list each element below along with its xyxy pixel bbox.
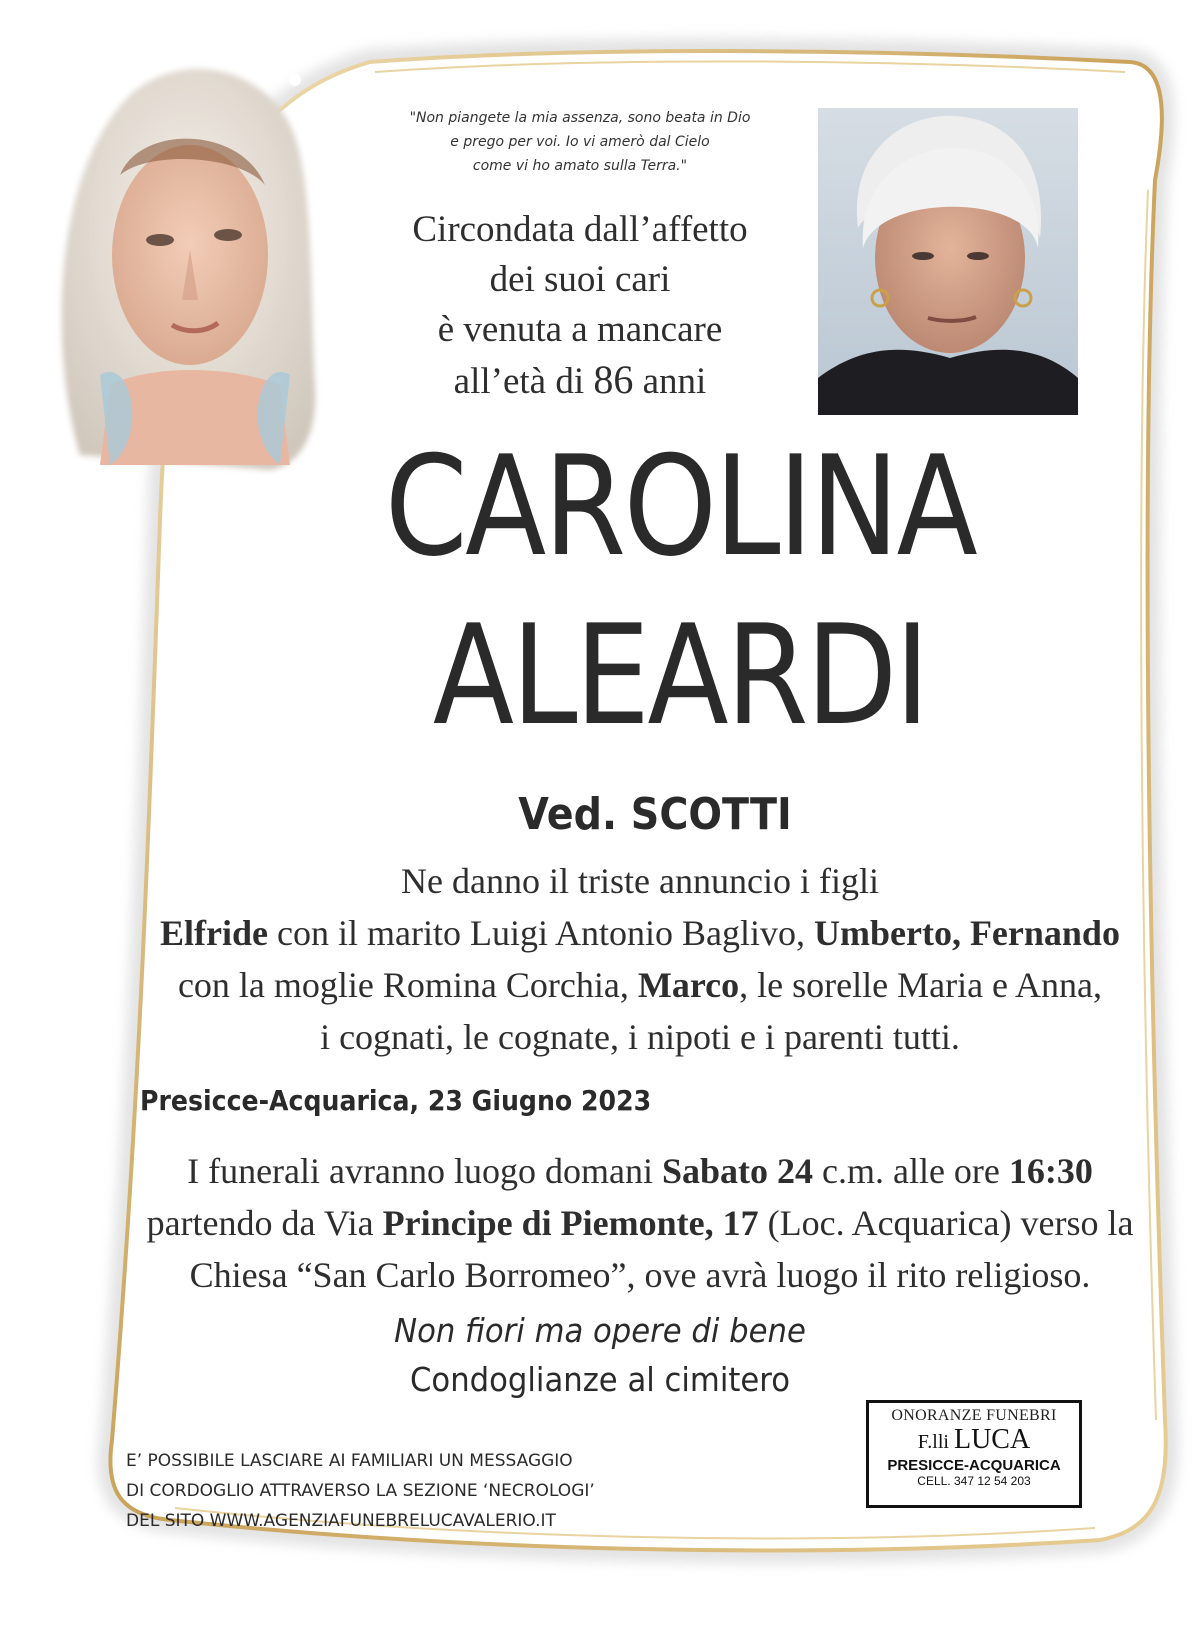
quote-line: come vi ho amato sulla Terra.": [472, 158, 688, 174]
age-suffix: anni: [633, 361, 707, 402]
website-note-line: E’ POSSIBILE LASCIARE AI FAMILIARI UN MESSAGGIO: [126, 1451, 573, 1471]
agency-prefix: F.lli: [917, 1431, 954, 1453]
quote-text: [390, 106, 770, 178]
announcement: [140, 855, 1140, 1063]
funeral-line: [135, 1197, 1145, 1249]
website-note: [126, 1446, 595, 1536]
announcement-text: con la moglie Romina Corchia,: [177, 965, 638, 1005]
agency-location: PRESICCE-ACQUARICA: [887, 1457, 1061, 1474]
portrait-image: [818, 108, 1078, 415]
child-name: Umberto, Fernando: [813, 913, 1120, 953]
agency-title: ONORANZE FUNEBRI: [891, 1407, 1057, 1424]
intro-line-age: [360, 355, 800, 407]
announcement-line: [140, 907, 1140, 959]
funeral-line: Chiesa “San Carlo Borromeo”, ove avrà luogo il rito religioso.: [189, 1255, 1091, 1295]
agency-name: [869, 1425, 1079, 1457]
place-date: Presicce-Acquarica, 23 Giugno 2023: [140, 1084, 652, 1117]
funeral-address: Principe di Piemonte, 17: [382, 1203, 759, 1243]
funeral-agency-box: [866, 1400, 1082, 1508]
funeral-text: partendo da Via: [146, 1203, 383, 1243]
announcement-line: Ne danno il triste annuncio i figli: [401, 861, 879, 901]
funeral-time: 16:30: [1008, 1151, 1093, 1191]
deceased-last-name: ALEARDI: [432, 595, 928, 756]
announcement-line: [140, 959, 1140, 1011]
quote-line: e prego per voi. Io vi amerò dal Cielo: [450, 134, 710, 150]
website-note-line: DI CORDOGLIO ATTRAVERSO LA SEZIONE ‘NECROLOGI’: [126, 1481, 595, 1501]
agency-brand: LUCA: [953, 1424, 1031, 1455]
intro-text: [360, 205, 800, 407]
madonna-image: [40, 55, 330, 475]
deceased-first-name: CAROLINA: [384, 426, 976, 587]
announcement-text: , le sorelle Maria e Anna,: [739, 965, 1103, 1005]
age-value: 86: [593, 357, 634, 402]
child-name: Elfride: [160, 913, 269, 953]
funeral-text: c.m. alle ore: [812, 1151, 1009, 1191]
widow-of: Ved. SCOTTI: [518, 789, 792, 840]
deceased-portrait: [818, 108, 1078, 415]
announcement-text: con il marito Luigi Antonio Baglivo,: [268, 913, 814, 953]
flowers-note: Non fiori ma opere di bene: [394, 1311, 806, 1350]
age-prefix: all’età di: [453, 361, 594, 402]
website-note-line: DEL SITO WWW.AGENZIAFUNEBRELUCAVALERIO.IT: [126, 1511, 556, 1531]
agency-phone: CELL. 347 12 54 203: [917, 1474, 1031, 1488]
intro-line: è venuta a mancare: [437, 309, 723, 350]
funeral-line: [135, 1145, 1145, 1197]
child-name: Marco: [637, 965, 740, 1005]
intro-line: Circondata dall’affetto: [412, 209, 748, 250]
funeral-day: Sabato 24: [661, 1151, 813, 1191]
funeral-details: [135, 1145, 1145, 1301]
funeral-text: I funerali avranno luogo domani: [187, 1151, 662, 1191]
funeral-text: (Loc. Acquarica) verso la: [758, 1203, 1134, 1243]
condolences-note: Condoglianze al cimitero: [409, 1360, 790, 1399]
announcement-line: i cognati, le cognate, i nipoti e i parenti tutti.: [320, 1017, 960, 1057]
intro-line: dei suoi cari: [489, 259, 671, 300]
quote-line: "Non piangete la mia assenza, sono beata in Dio: [409, 110, 751, 126]
